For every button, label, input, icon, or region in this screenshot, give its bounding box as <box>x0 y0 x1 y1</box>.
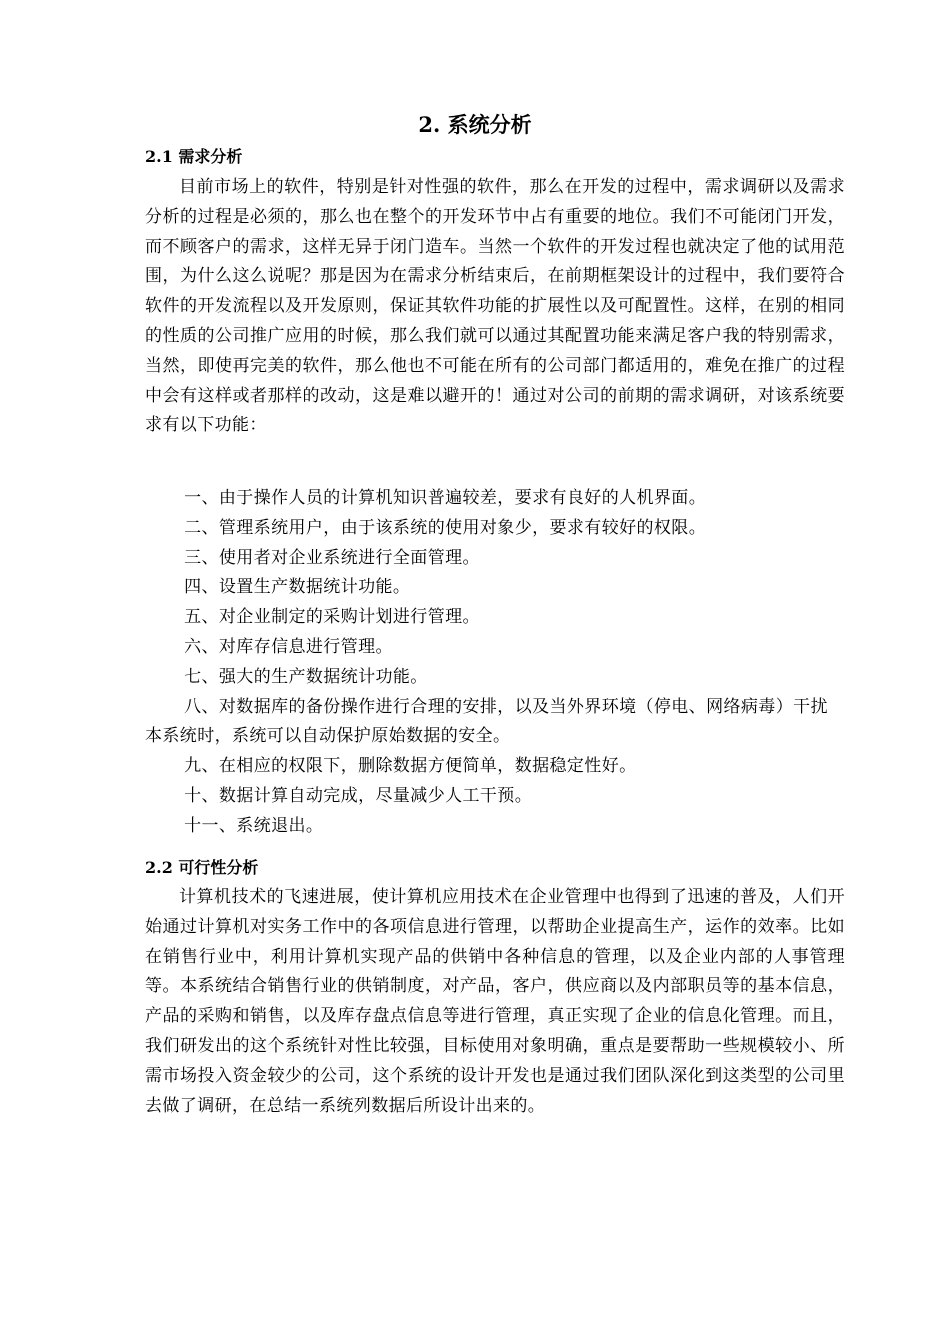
section-heading-requirements: 2.1 需求分析 <box>145 147 243 166</box>
list-item: 三、使用者对企业系统进行全面管理。 <box>184 547 480 568</box>
list-item: 二、管理系统用户，由于该系统的使用对象少，要求有较好的权限。 <box>184 517 707 538</box>
list-item: 七、强大的生产数据统计功能。 <box>184 666 428 687</box>
list-item: 五、对企业制定的采购计划进行管理。 <box>184 607 480 628</box>
list-item: 九、在相应的权限下，删除数据方便简单，数据稳定性好。 <box>184 756 637 777</box>
requirements-paragraph: 目前市场上的软件，特别是针对性强的软件，那么在开发的过程中，需求调研以及需求分析的过程是必须的，那么也在整个的开发环节中占有重要的地位。我们不可能闭门开发，而不顾客户的需求，这样无异于闭门造车。当然一个软件的开发过程也就决定了他的试用范围，为什么这么说呢？那是因为在需求分析结束后，在前期框架设计的过程中，我们要符合软件的开发流程以及开发原则，保证其软件功能的扩展性以及可配置性。这样，在别的相同的性质的公司推广应用的时候，那么我们就可以通过其配置功能来满足客户我的特别需求，当然，即使再完美的软件，那么他也不可能在所有的公司部门都适用的，难免在推广的过程中会有这样或者那样的改动，这是难以避开的！通过对公司的前期的需求调研，对该系统要求有以下功能： <box>145 177 845 436</box>
section-heading-feasibility: 2.2 可行性分析 <box>145 858 259 877</box>
chapter-title: 2. 系统分析 <box>418 112 532 137</box>
list-item: 六、对库存信息进行管理。 <box>184 636 393 657</box>
list-item: 一、由于操作人员的计算机知识普遍较差，要求有良好的人机界面。 <box>184 488 707 508</box>
list-item: 十、数据计算自动完成，尽量减少人工干预。 <box>184 785 533 806</box>
list-item: 十一、系统退出。 <box>184 815 324 836</box>
feasibility-paragraph: 计算机技术的飞速进展，使计算机应用技术在企业管理中也得到了迅速的普及，人们开始通过计算机对实务工作中的各项信息进行管理，以帮助企业提高生产，运作的效率。比如在销售行业中，利用计算机实现产品的供销中各种信息的管理，以及企业内部的人事管理等。本系统结合销售行业的供销制度，对产品，客户，供应商以及内部职员等的基本信息，产品的采购和销售，以及库存盘点信息等进行管理，真正实现了企业的信息化管理。而且，我们研发出的这个系统针对性比较强，目标使用对象明确，重点是要帮助一些规模较小、所需市场投入资金较少的公司，这个系统的设计开发也是通过我们团队深化到这类型的公司里去做了调研，在总结一系统列数据后所设计出来的。 <box>145 887 845 1116</box>
requirements-list <box>145 484 845 842</box>
list-item: 八、对数据库的备份操作进行合理的安排，以及当外界环境（停电、网络病毒）干扰本系统时，系统可以自动保护原始数据的安全。 <box>145 696 828 747</box>
list-item: 四、设置生产数据统计功能。 <box>184 577 411 598</box>
